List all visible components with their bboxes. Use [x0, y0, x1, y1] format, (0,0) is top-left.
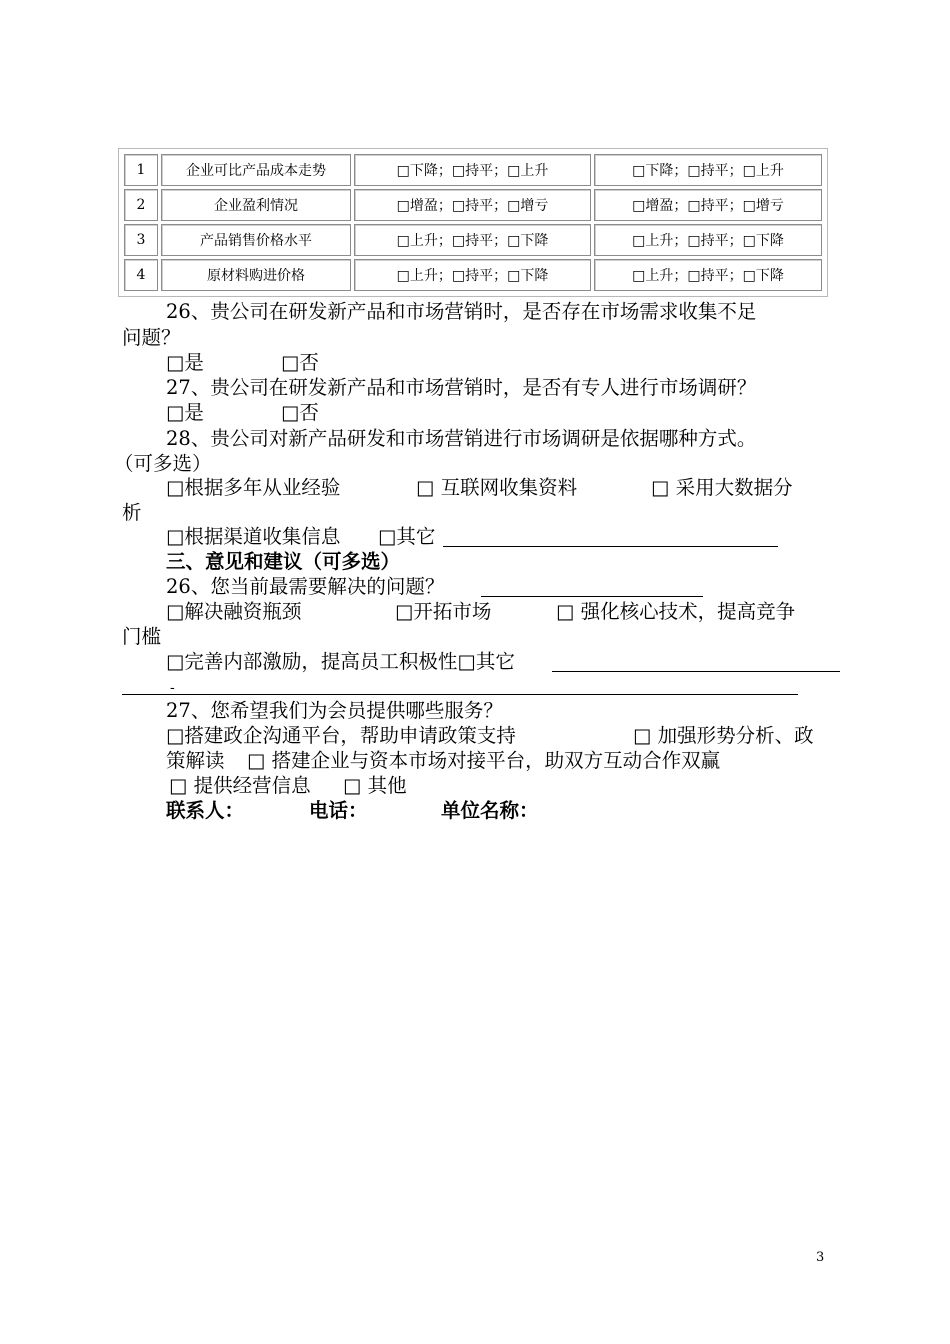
q27-option-no[interactable]: □否: [281, 401, 319, 424]
forecast-options[interactable]: □下降；□持平；□上升: [594, 154, 822, 186]
indicator-table-grid: [121, 151, 825, 294]
table-row: [124, 154, 822, 186]
row-number: 1: [124, 154, 158, 186]
s3-q27-option-other[interactable]: □ 其他: [343, 774, 407, 797]
current-options[interactable]: □上升；□持平；□下降: [354, 259, 591, 291]
s3-q27-option-analysis[interactable]: □ 加强形势分析、政: [633, 724, 814, 747]
q28-option-internet[interactable]: □ 互联网收集资料: [416, 476, 578, 499]
forecast-options[interactable]: □上升；□持平；□下降: [594, 224, 822, 256]
indicator-name: 企业可比产品成本走势: [161, 154, 351, 186]
s3-q26-option-incentive[interactable]: □完善内部激励，提高员工积极性□其它: [166, 650, 515, 673]
s3-q26-answer-blank[interactable]: [481, 596, 703, 597]
page-number: 3: [816, 1250, 825, 1265]
q28-option-bigdata[interactable]: □ 采用大数据分: [651, 476, 793, 499]
table-row: [124, 189, 822, 221]
row-number: 2: [124, 189, 158, 221]
q26-option-yes[interactable]: □是: [166, 351, 204, 374]
stray-dash: -: [170, 680, 175, 696]
s3-q26-text: 26、您当前最需要解决的问题？: [166, 575, 445, 598]
q28-option-bigdata-cont: 析: [122, 501, 142, 524]
q27-text: 27、贵公司在研发新产品和市场营销时，是否有专人进行市场调研？: [166, 376, 757, 399]
q28-other-blank[interactable]: [443, 546, 778, 547]
s3-q26-option-core-tech[interactable]: □ 强化核心技术，提高竞争: [556, 600, 796, 623]
s3-q27-text: 27、您希望我们为会员提供哪些服务？: [166, 699, 503, 722]
q28-text: 28、贵公司对新产品研发和市场营销进行市场调研是依据哪种方式。: [166, 427, 757, 450]
s3-q27-option-analysis-cont: 策解读: [166, 749, 225, 772]
contact-org-label: 单位名称：: [441, 799, 539, 822]
contact-person-label: 联系人：: [166, 799, 245, 822]
q26-text-cont: 问题？: [122, 326, 181, 349]
row-number: 4: [124, 259, 158, 291]
current-options[interactable]: □上升；□持平；□下降: [354, 224, 591, 256]
current-options[interactable]: □增盈；□持平；□增亏: [354, 189, 591, 221]
table-row: [124, 224, 822, 256]
q28-option-experience[interactable]: □根据多年从业经验: [166, 476, 341, 499]
s3-q27-option-capital[interactable]: □ 搭建企业与资本市场对接平台，助双方互动合作双赢: [247, 749, 721, 772]
indicator-table: [118, 148, 828, 297]
contact-phone-label: 电话：: [309, 799, 368, 822]
s3-q27-option-info[interactable]: □ 提供经营信息: [169, 774, 311, 797]
s3-q26-option-market[interactable]: □开拓市场: [395, 600, 492, 623]
table-row: [124, 259, 822, 291]
current-options[interactable]: □下降；□持平；□上升: [354, 154, 591, 186]
indicator-name: 企业盈利情况: [161, 189, 351, 221]
s3-q26-other-blank[interactable]: [552, 671, 840, 672]
s3-q26-option-core-tech-cont: 门槛: [122, 625, 162, 648]
q26-text: 26、贵公司在研发新产品和市场营销时，是否存在市场需求收集不足: [166, 300, 757, 323]
indicator-name: 原材料购进价格: [161, 259, 351, 291]
s3-q26-option-financing[interactable]: □解决融资瓶颈: [166, 600, 302, 623]
indicator-name: 产品销售价格水平: [161, 224, 351, 256]
s3-q27-option-platform[interactable]: □搭建政企沟通平台，帮助申请政策支持: [166, 724, 516, 747]
section-heading: 三、意见和建议（可多选）: [166, 550, 401, 573]
q28-text-cont: （可多选）: [114, 452, 212, 475]
q28-option-channel[interactable]: □根据渠道收集信息: [166, 525, 341, 548]
s3-q26-other-blank-cont[interactable]: [122, 694, 798, 695]
q27-option-yes[interactable]: □是: [166, 401, 204, 424]
q28-option-other[interactable]: □其它: [378, 525, 436, 548]
q26-option-no[interactable]: □否: [281, 351, 319, 374]
forecast-options[interactable]: □上升；□持平；□下降: [594, 259, 822, 291]
row-number: 3: [124, 224, 158, 256]
forecast-options[interactable]: □增盈；□持平；□增亏: [594, 189, 822, 221]
